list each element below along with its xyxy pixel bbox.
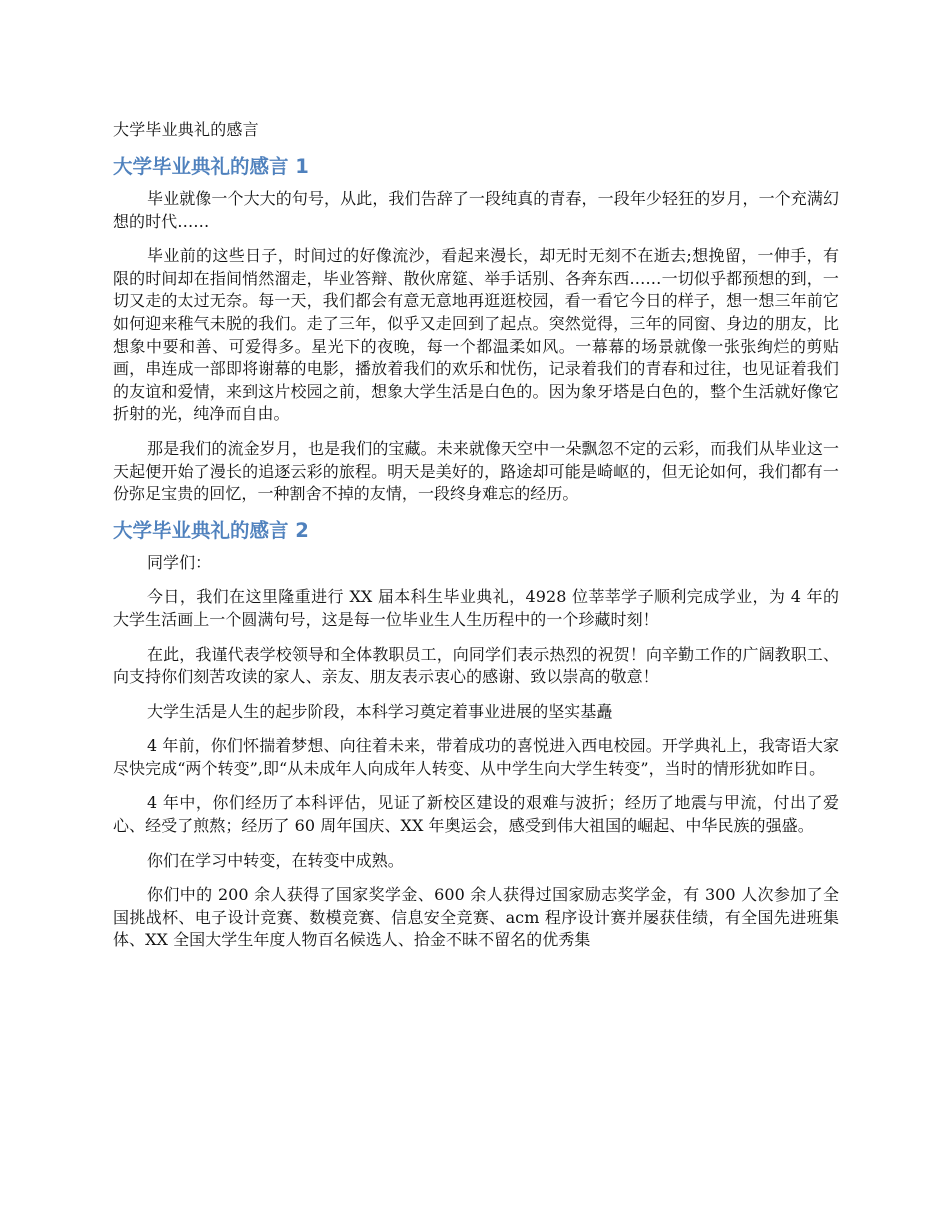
section-2 [113, 518, 839, 952]
paragraph: 你们在学习中转变，在转变中成熟。 [147, 850, 404, 870]
paragraph: 毕业就像一个大大的句号，从此，我们告辞了一段纯真的青春，一段年少轻狂的岁月，一个充满幻想的时代…… [113, 189, 839, 231]
paragraph: 你们中的 200 余人获得了国家奖学金、600 余人获得过国家励志奖学金，有 300 人次参加了全国挑战杯、电子设计竞赛、数模竞赛、信息安全竞赛、acm 程序设计赛并屡获佳绩，有全国先进班集体、XX 全国大学生年度人物百名候选人、拾金不昧不留名的优秀集 [113, 885, 839, 950]
document-title: 大学毕业典礼的感言 [113, 120, 259, 139]
section-heading: 大学毕业典礼的感言 2 [113, 518, 309, 542]
paragraph: 同学们： [147, 552, 212, 572]
paragraph: 毕业前的这些日子，时间过的好像流沙，看起来漫长，却无时无刻不在逝去;想挽留，一伸手，有限的时间却在指间悄然溜走，毕业答辩、散伙席筵、举手话别、各奔东西……一切似乎都预想的到，一切又走的太过无奈。每一天，我们都会有意无意地再逛逛校园，看一看它今日的样子，想一想三年前它如何迎来稚气未脱的我们。走了三年，似乎又走回到了起点。突然觉得，三年的同窗、身边的朋友，比想象中要和善、可爱得多。星光下的夜晚，每一个都温柔如风。一幕幕的场景就像一张张绚烂的剪贴画，串连成一部即将谢幕的电影，播放着我们的欢乐和忧伤，记录着我们的青春和过往，也见证着我们的友谊和爱情，来到这片校园之前，想象大学生活是白色的。因为象牙塔是白色的，整个生活就好像它折射的光，纯净而自由。 [113, 246, 839, 424]
document-page [113, 118, 839, 964]
paragraph: 那是我们的流金岁月，也是我们的宝藏。未来就像天空中一朵飘忽不定的云彩，而我们从毕业这一天起便开始了漫长的追逐云彩的旅程。明天是美好的，路途却可能是崎岖的，但无论如何，我们都有一份弥足宝贵的回忆，一种割舍不掉的友情，一段终身难忘的经历。 [113, 438, 839, 504]
section-1 [113, 154, 839, 506]
paragraph: 今日，我们在这里隆重进行 XX 届本科生毕业典礼，4928 位莘莘学子顺利完成学业，为 4 年的大学生活画上一个圆满句号，这是每一位毕业生人生历程中的一个珍藏时刻！ [113, 587, 839, 629]
paragraph: 4 年中，你们经历了本科评估，见证了新校区建设的艰难与波折；经历了地震与甲流，付出了爱心、经受了煎熬；经历了 60 周年国庆、XX 年奥运会，感受到伟大祖国的崛起、中华民族的强盛。 [113, 793, 839, 836]
paragraph: 大学生活是人生的起步阶段，本科学习奠定着事业进展的坚实基矗 [147, 701, 613, 721]
section-heading: 大学毕业典礼的感言 1 [113, 155, 309, 178]
paragraph: 4 年前，你们怀揣着梦想、向往着未来，带着成功的喜悦进入西电校园。开学典礼上，我寄语大家尽快完成“两个转变”,即“从未成年人向成年人转变、从中学生向大学生转变”，当时的情形犹如昨日。 [113, 736, 839, 778]
paragraph: 在此，我谨代表学校领导和全体教职员工，向同学们表示热烈的祝贺！向辛勤工作的广阔教职工、向支持你们刻苦攻读的家人、亲友、朋友表示衷心的感谢、致以崇高的敬意！ [113, 644, 839, 687]
